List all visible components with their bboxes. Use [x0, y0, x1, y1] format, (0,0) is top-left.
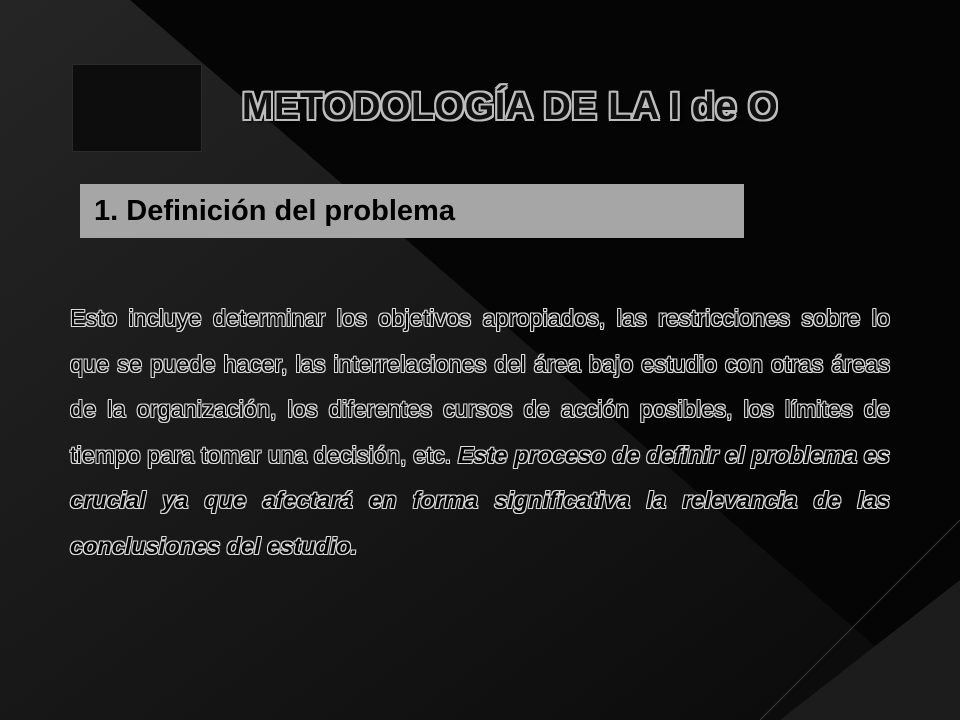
section-heading: [94, 195, 455, 228]
body-text-emphasis: Este proceso de definir el problema es crucial ya que afectará en forma significativa la relevancia de las conclusiones del estudio.: [70, 441, 890, 559]
title-accent-block: [72, 64, 202, 152]
section-number: 1.: [94, 194, 119, 227]
section-label: Definición del problema: [126, 194, 455, 227]
slide-title: METODOLOGÍA DE LA I de O: [241, 86, 779, 128]
section-heading-bar: [80, 184, 744, 238]
body-paragraph: [70, 296, 890, 569]
body-text-normal: Esto incluye determinar los objetivos apropiados, las restricciones sobre lo que se puede hacer, las interrelaciones del área bajo estudio con otras áreas de la organización, los diferentes cursos de acción posibles, los límites de tiempo para tomar una decisión, etc.: [70, 305, 890, 468]
